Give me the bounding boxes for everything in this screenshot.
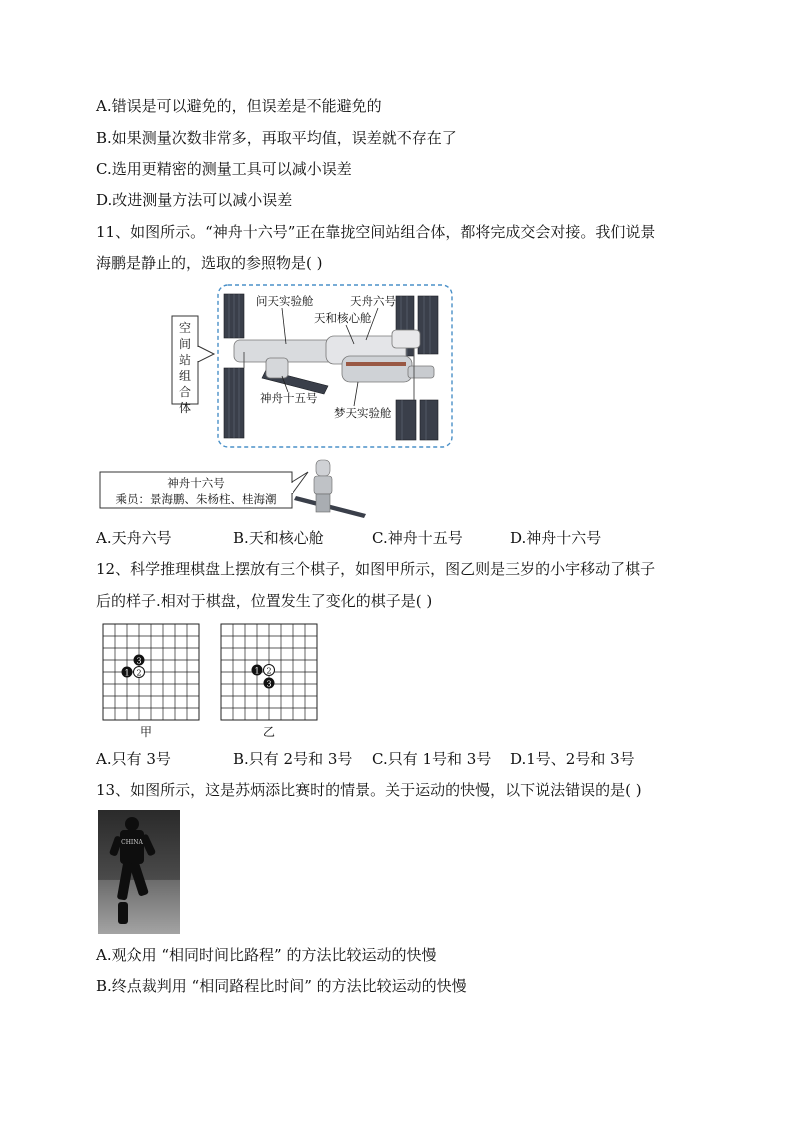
- q13-stem: 13、如图所示，这是苏炳添比赛时的情景。关于运动的快慢，以下说法错误的是( ): [96, 781, 642, 799]
- q11-stem-line2: 海鹏是静止的，选取的参照物是( ): [96, 254, 323, 272]
- q12-option-b: B.只有 2号和 3号: [233, 750, 353, 768]
- chessboard-figure: [96, 618, 336, 742]
- q10-option-d: D.改进测量方法可以减小误差: [96, 191, 293, 209]
- q11-option-a: A.天舟六号: [96, 529, 172, 547]
- q12-option-d: D.1号、2号和 3号: [510, 750, 635, 768]
- space-station-figure: [96, 282, 466, 522]
- q12-option-a: A.只有 3号: [96, 750, 171, 768]
- side-label-char-5: 合: [178, 385, 192, 399]
- side-label-text: [179, 320, 191, 399]
- label-mengtian: 梦天实验舱: [334, 406, 392, 420]
- label-tianzhou: 天舟六号: [350, 294, 396, 308]
- runner-photo: [98, 810, 180, 934]
- label-tianhe: 天和核心舱: [314, 311, 372, 325]
- side-label-char-2: 间: [178, 337, 192, 351]
- label-shenzhou15: 神舟十五号: [260, 391, 318, 405]
- side-label-char-6: 体: [178, 401, 192, 415]
- yi-label-3: 3: [266, 679, 272, 689]
- shenzhou16-spacecraft: [294, 460, 366, 518]
- q11-option-d: D.神舟十六号: [510, 529, 602, 547]
- jia-label-1: 1: [124, 668, 130, 678]
- jia-label-2: 2: [136, 668, 142, 678]
- label-jia: 甲: [139, 725, 153, 739]
- q12-stem-line2: 后的样子.相对于棋盘，位置发生了变化的棋子是( ): [96, 592, 433, 610]
- label-wentian: 问天实验舱: [256, 294, 314, 308]
- q12-stem-line1: 12、科学推理棋盘上摆放有三个棋子，如图甲所示，图乙则是三岁的小宇移动了棋子: [96, 560, 656, 578]
- q13-option-a: A.观众用 “相同时间比路程” 的方法比较运动的快慢: [96, 946, 437, 964]
- q10-option-b: B.如果测量次数非常多，再取平均值，误差就不存在了: [96, 129, 457, 147]
- q12-option-c: C.只有 1号和 3号: [372, 750, 492, 768]
- side-label-char-1: 空: [178, 321, 192, 335]
- q11-option-c: C.神舟十五号: [372, 529, 463, 547]
- sz16-crew: 乘员：景海鹏、朱杨柱、桂海潮: [115, 492, 277, 506]
- jia-label-3: 3: [136, 656, 142, 666]
- sz16-title: 神舟十六号: [167, 476, 225, 490]
- q11-stem-line1: 11、如图所示。“神舟十六号”正在靠拢空间站组合体，都将完成交会对接。我们说景: [96, 223, 656, 241]
- side-label-char-3: 站: [178, 353, 192, 367]
- q13-option-b: B.终点裁判用 “相同路程比时间” 的方法比较运动的快慢: [96, 977, 467, 995]
- board-jia: [103, 624, 199, 720]
- q10-option-a: A.错误是可以避免的，但误差是不能避免的: [96, 97, 382, 115]
- yi-label-1: 1: [254, 666, 260, 676]
- label-yi: 乙: [262, 725, 276, 739]
- runner-jersey-text: CHINA: [121, 839, 143, 846]
- q10-option-c: C.选用更精密的测量工具可以减小误差: [96, 160, 352, 178]
- side-label-char-4: 组: [178, 369, 192, 383]
- yi-label-2: 2: [266, 666, 272, 676]
- q11-option-b: B.天和核心舱: [233, 529, 324, 547]
